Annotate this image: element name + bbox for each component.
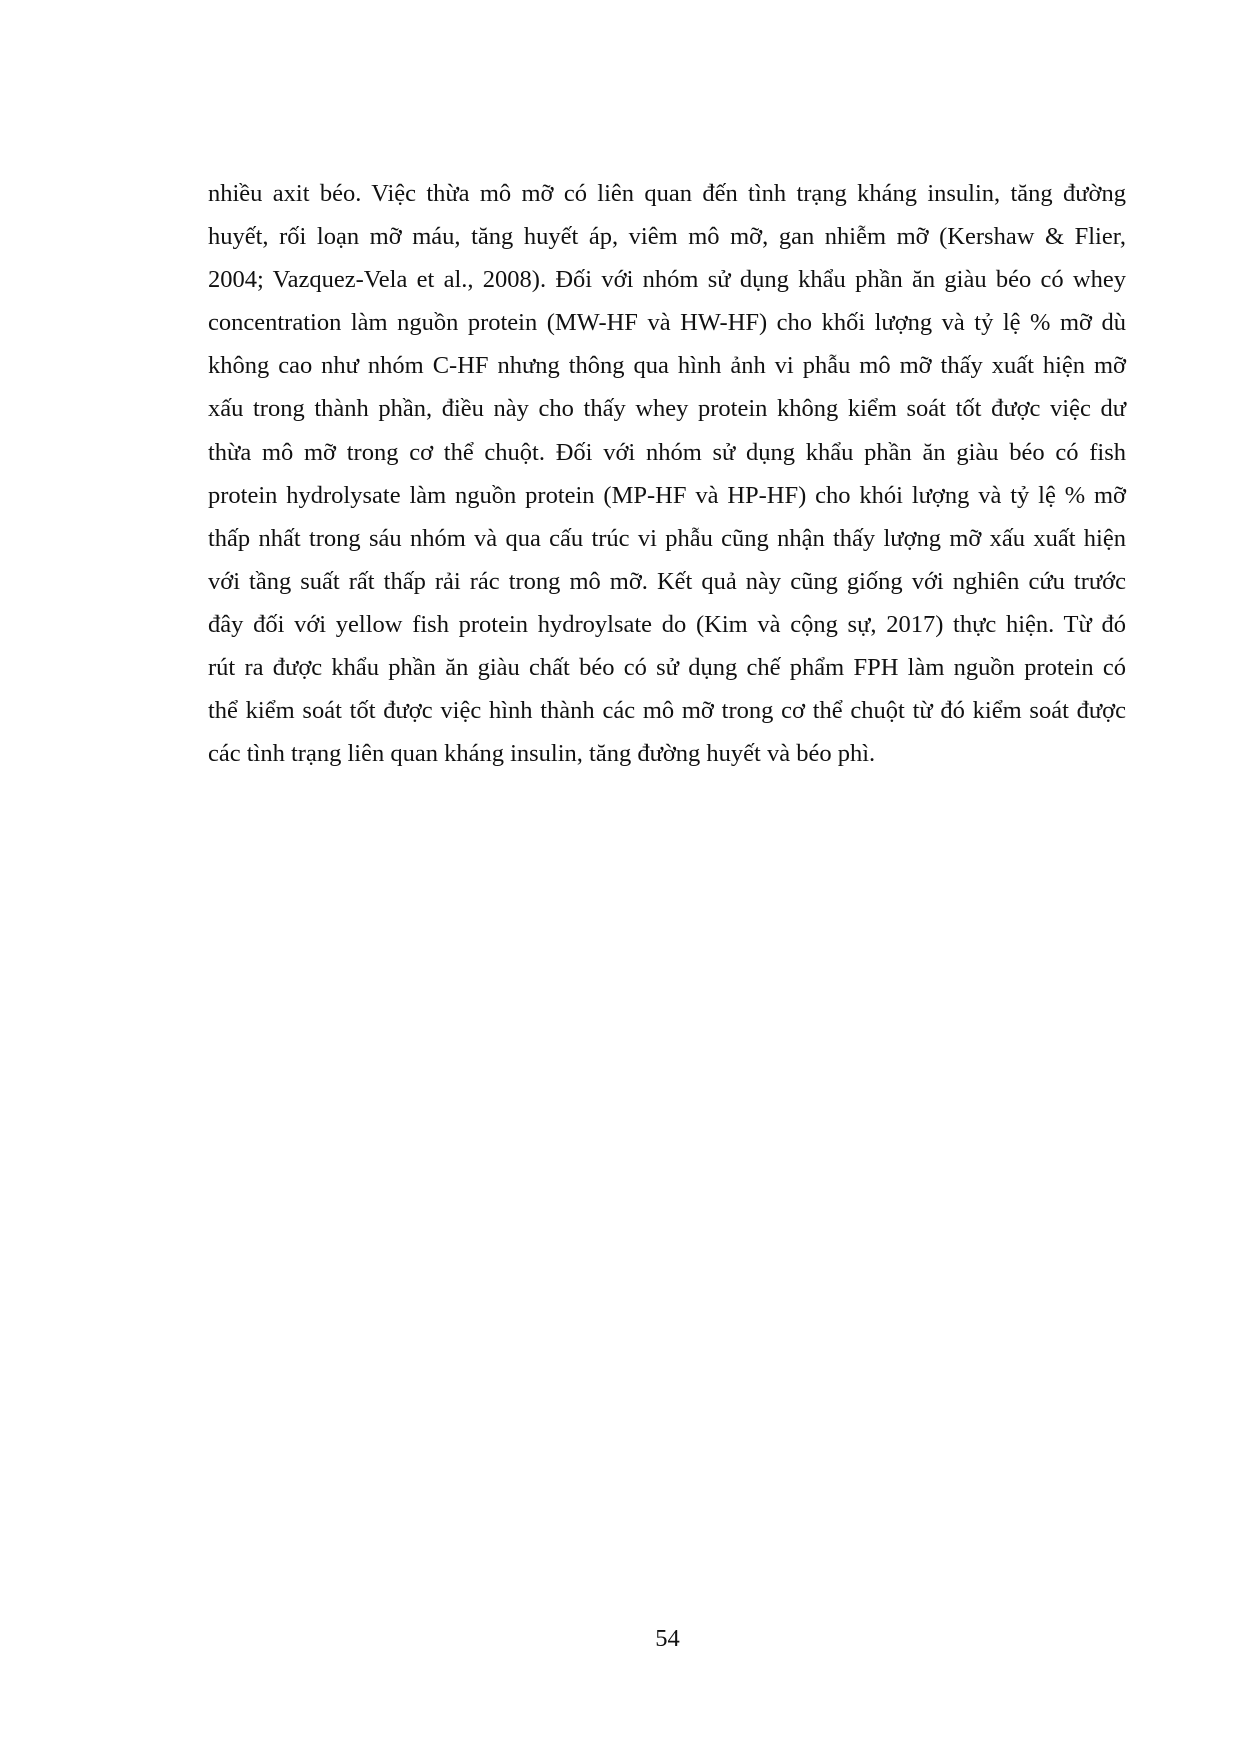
paragraph-line-8: protein hydrolysate làm nguồn protein (MP-HF và HP-HF) cho khói lượng và tỷ lệ % mỡ (208, 481, 1126, 509)
paragraph-line-1: nhiều axit béo. Việc thừa mô mỡ có liên quan đến tình trạng kháng insulin, tăng đường (208, 180, 1126, 207)
paragraph-line-7: thừa mô mỡ trong cơ thể chuột. Đối với nhóm sử dụng khẩu phần ăn giàu béo có fish (208, 438, 1126, 466)
paragraph-line-11: đây đối với yellow fish protein hydroylsate do (Kim và cộng sự, 2017) thực hiện. Từ đó (208, 610, 1126, 638)
paragraph-line-6: xấu trong thành phần, điều này cho thấy whey protein không kiểm soát tốt được việc dư (208, 395, 1126, 423)
paragraph-line-10: với tầng suất rất thấp rải rác trong mô mỡ. Kết quả này cũng giống với nghiên cứu trước (208, 567, 1126, 595)
paragraph-line-14: các tình trạng liên quan kháng insulin, tăng đường huyết và béo phì. (208, 740, 876, 768)
paragraph-line-9: thấp nhất trong sáu nhóm và qua cấu trúc vi phẫu cũng nhận thấy lượng mỡ xấu xuất hiện (208, 524, 1126, 552)
paragraph-line-3: 2004; Vazquez-Vela et al., 2008). Đối với nhóm sử dụng khẩu phần ăn giàu béo có whey (208, 266, 1126, 294)
page-number: 54 (655, 1625, 680, 1652)
paragraph-line-13: thể kiểm soát tốt được việc hình thành các mô mỡ trong cơ thể chuột từ đó kiểm soát được (208, 697, 1126, 725)
paragraph-line-12: rút ra được khẩu phần ăn giàu chất béo có sử dụng chế phẩm FPH làm nguồn protein có (208, 654, 1126, 682)
body-paragraph (208, 172, 1126, 775)
paragraph-line-5: không cao như nhóm C-HF nhưng thông qua hình ảnh vi phẫu mô mỡ thấy xuất hiện mỡ (208, 352, 1126, 380)
paragraph-line-4: concentration làm nguồn protein (MW-HF và HW-HF) cho khối lượng và tỷ lệ % mỡ dù (208, 309, 1126, 337)
paragraph-line-2: huyết, rối loạn mỡ máu, tăng huyết áp, viêm mô mỡ, gan nhiễm mỡ (Kershaw & Flier, (208, 223, 1126, 251)
